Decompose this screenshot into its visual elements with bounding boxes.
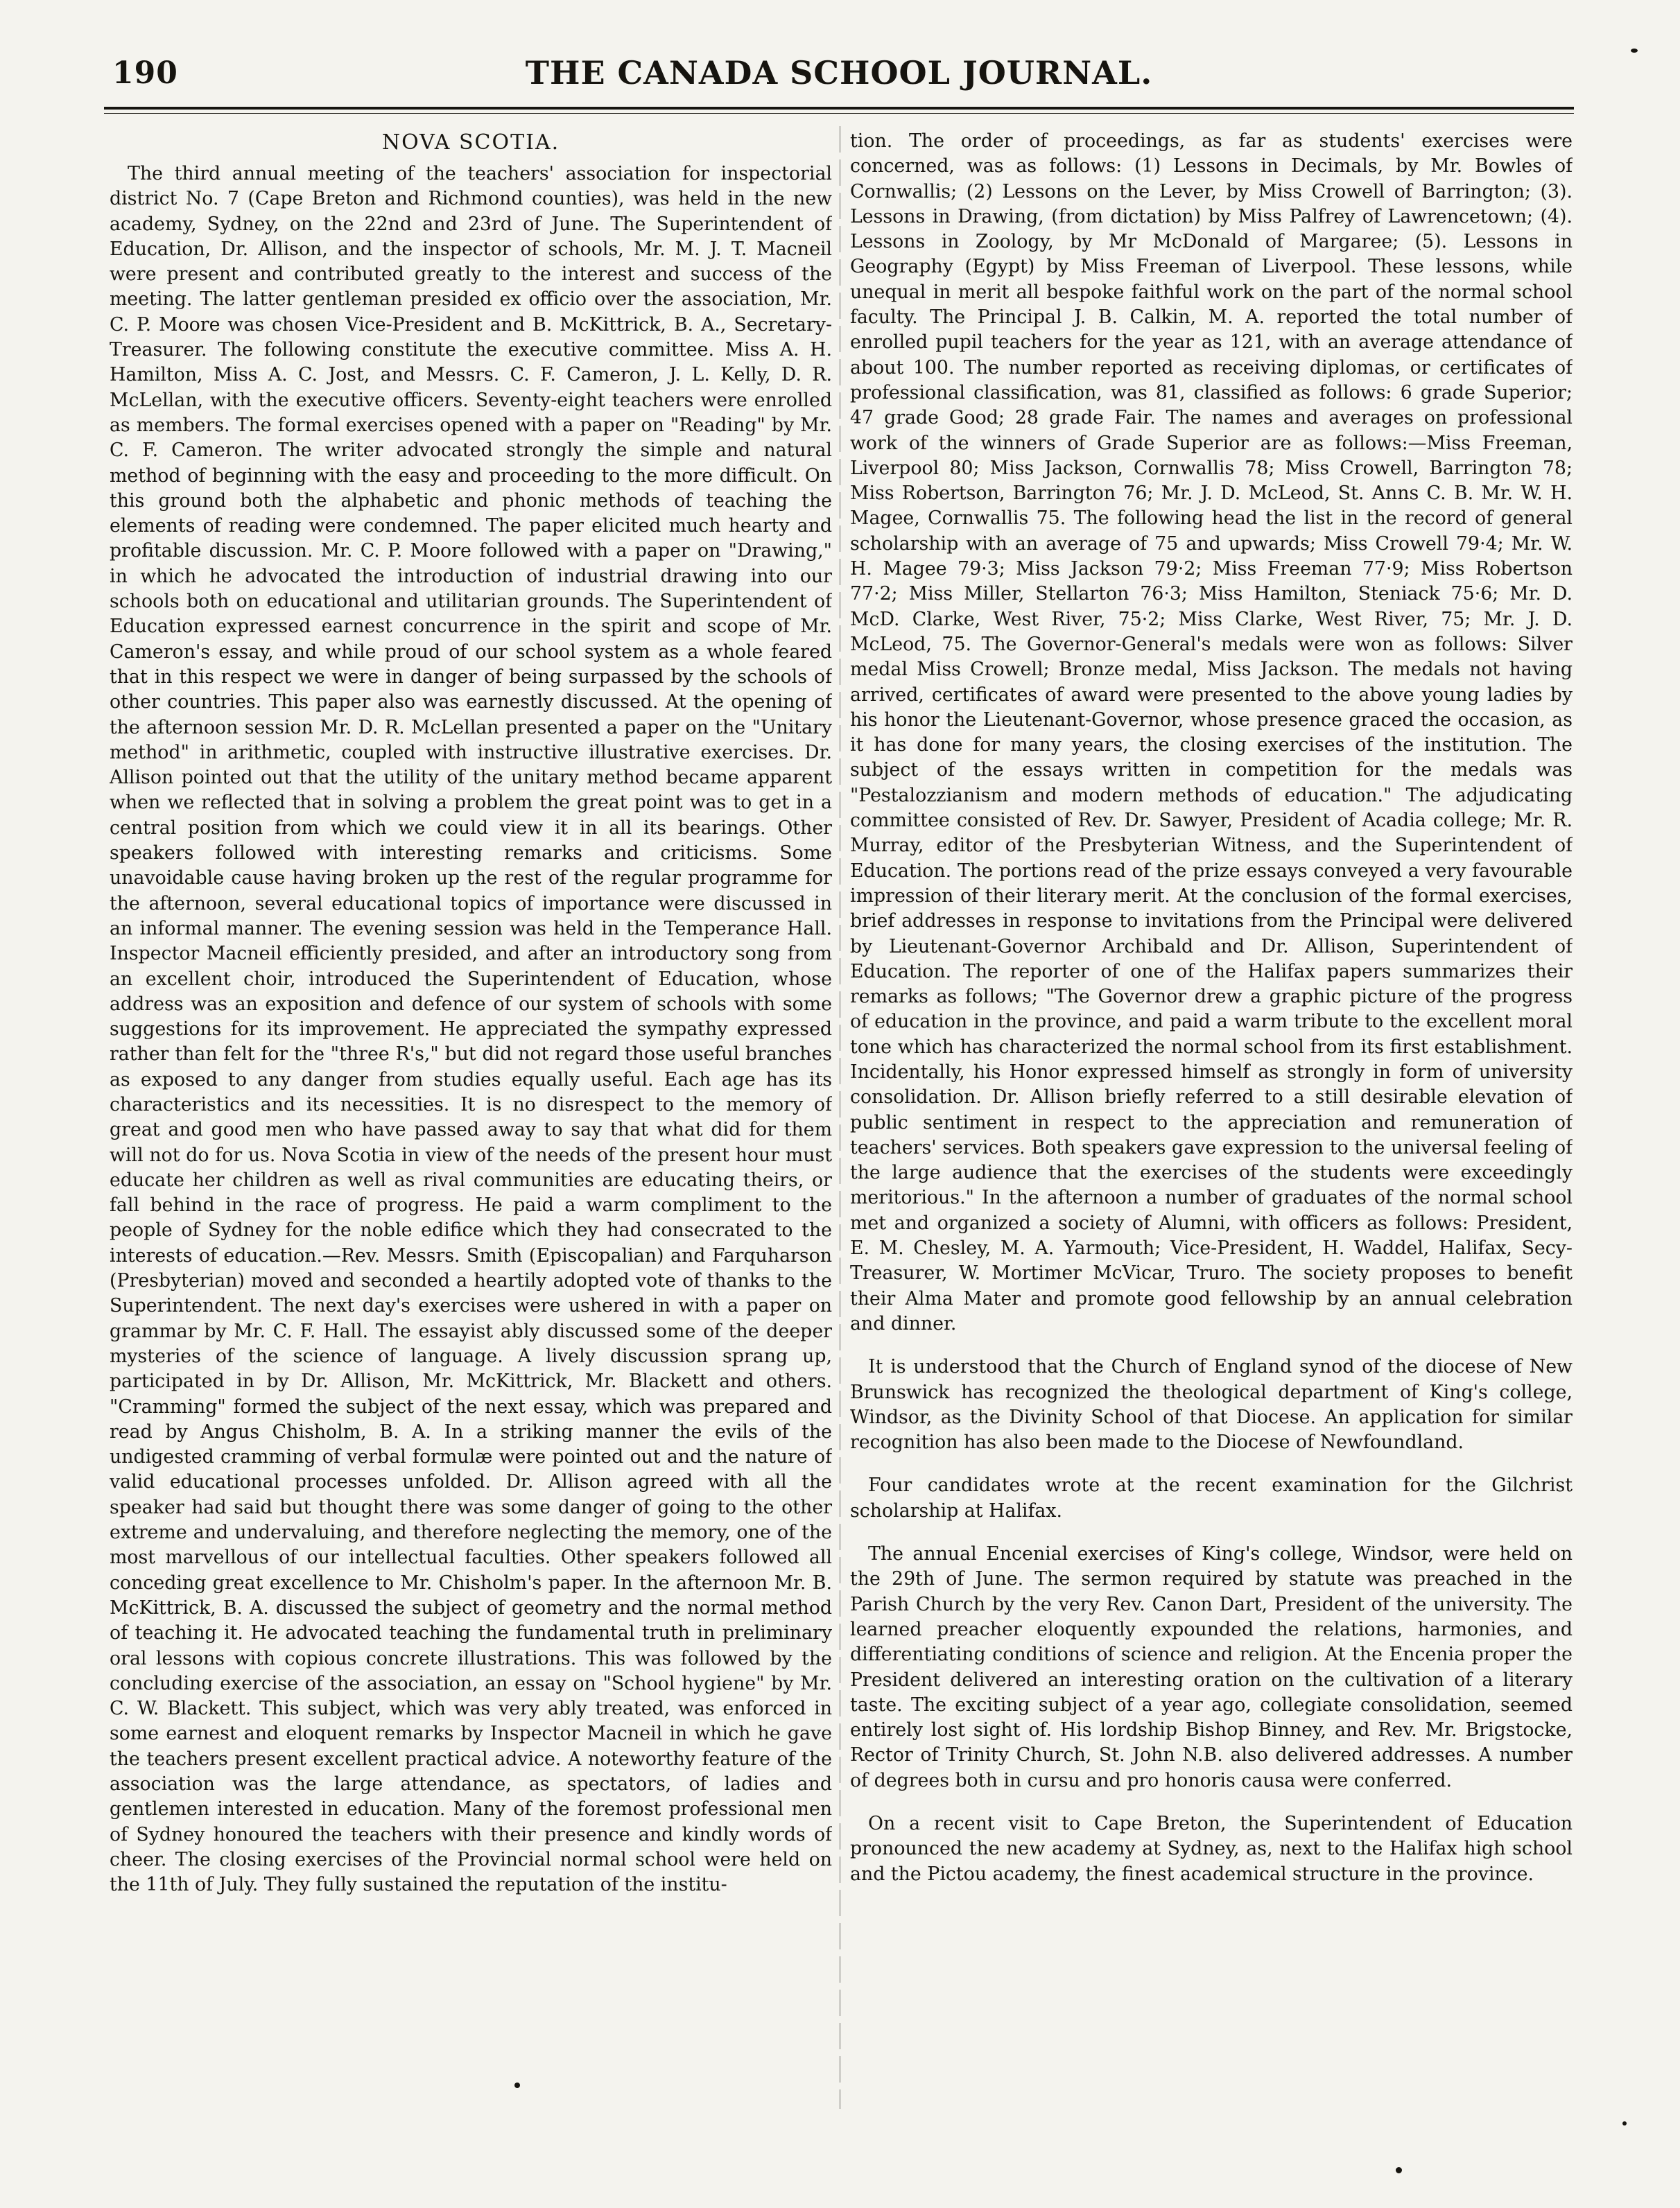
article-paragraph: The third annual meeting of the teachers' association for inspectorial district No. 7 (Cape Breton and Richmond counties), was held in the new academy, Sydney, on the 22nd and 23rd of June. The Superintendent of Education, Dr. Allison, and the inspector of schools, Mr. M. J. T. Macneil were present and contributed greatly to the interest and success of the meeting. The latter gentleman presided ex officio over the association, Mr. C. P. Moore was chosen Vice-President and B. McKittrick, B. A., Secretary-Treasurer. The following constitute the executive committee. Miss A. H. Hamilton, Miss A. C. Jost, and Messrs. C. F. Cameron, J. L. Kelly, D. R. McLellan, with the executive officers. Seventy-eight teachers were enrolled as members. The formal exercises opened with a paper on "Reading" by Mr. C. F. Cameron. The writer advocated strongly the simple and natural method of beginning with the easy and proceeding to the more difficult. On this ground both the alphabetic and phonic methods of teaching the elements of reading were condemned. The paper elicited much hearty and profitable discussion. Mr. C. P. Moore followed with a paper on "Drawing," in which he advocated the introduction of industrial drawing into our schools both on educational and utilitarian grounds. The Superintendent of Education expressed earnest concurrence in the spirit and scope of Mr. Cameron's essay, and while proud of our school system as a whole feared that in this respect we were in danger of being surpassed by the schools of other countries. This paper also was earnestly discussed. At the opening of the afternoon session Mr. D. R. McLellan presented a paper on the "Unitary method" in arithmetic, coupled with instructive illustrative exercises. Dr. Allison pointed out that the utility of the unitary method became apparent when we reflected that in solving a problem the great point was to get in a central position from which we could view it in all its bearings. Other speakers followed with interesting remarks and criticisms. Some unavoidable cause having broken up the rest of the regular programme for the afternoon, several educational topics of importance were discussed in an informal manner. The evening session was held in the Temperance Hall. Inspector Macneil efficiently presided, and after an introductory song from an excellent choir, introduced the Superintendent of Education, whose address was an exposition and defence of our system of schools with some suggestions for its improvement. He appreciated the sympathy expressed rather than felt for the "three R's," but did not regard those useful branches as exposed to any danger from studies equally useful. Each age has its characteristics and its necessities. It is no disrespect to the memory of great and good men who have passed away to say that what did for them will not do for us. Nova Scotia in view of the needs of the present hour must educate her children as well as rival communities are educating theirs, or fall behind in the race of progress. He paid a warm compliment to the people of Sydney for the noble edifice which they had consecrated to the interests of education.—Rev. Messrs. Smith (Episcopalian) and Farquharson (Presbyterian) moved and seconded a heartily adopted vote of thanks to the Superintendent. The next day's exercises were ushered in with a paper on grammar by Mr. C. F. Hall. The essayist ably discussed some of the deeper mysteries of the science of language. A lively discussion sprang up, participated in by Dr. Allison, Mr. McKittrick, Mr. Blackett and others. "Cramming" formed the subject of the next essay, which was prepared and read by Angus Chisholm, B. A. In a striking manner the evils of the undigested cramming of verbal formulæ were pointed out and the nature of valid educational processes unfolded. Dr. Allison agreed with all the speaker had said but thought there was some danger of going to the other extreme and undervaluing, and therefore neglecting the memory, one of the most marvellous of our intellectual faculties. Other speakers followed all conceding great excellence to Mr. Chisholm's paper. In the afternoon Mr. B. McKittrick, B. A. discussed the subject of geometry and the normal method of teaching it. He advocated teaching the fundamental truth in preliminary oral lessons with copious concrete illustrations. This was followed by the concluding exercise of the association, an essay on "School hygiene" by Mr. C. W. Blackett. This subject, which was very ably treated, was enforced in some earnest and eloquent remarks by Inspector Macneil in which he gave the teachers present excellent practical advice. A noteworthy feature of the association was the large attendance, as spectators, of ladies and gentlemen interested in education. Many of the foremost professional men of Sydney honoured the teachers with their presence and kindly words of cheer. The closing exercises of the Provincial normal school were held on the 11th of July. They fully sustained the reputation of the institu- (110, 163, 832, 1896)
ink-speck (1396, 2167, 1402, 2173)
header-rule-thin (104, 113, 1574, 114)
header-rule-thick (104, 107, 1574, 110)
journal-title: THE CANADA SCHOOL JOURNAL. (525, 54, 1153, 92)
news-item-church-of-england: It is understood that the Church of England synod of the diocese of New Brunswick has recognized the theological department of King's college, Windsor, as the Divinity School of that Diocese. An application for similar recognition has also been made to the Diocese of Newfoundland. (850, 1356, 1573, 1454)
ink-speck (1622, 2121, 1627, 2126)
news-item-encenial: The annual Encenial exercises of King's college, Windsor, were held on the 29th of June. The sermon required by statute was preached in the Parish Church by the very Rev. Canon Dart, President of the university. The learned preacher eloquently expounded the relations, harmonies, and differentiating conditions of science and religion. At the Encenia proper the President delivered an interesting oration on the cultivation of a literary taste. The exciting subject of a year ago, collegiate consolidation, seemed entirely lost sight of. His lordship Bishop Binney, and Rev. Mr. Brigstocke, Rector of Trinity Church, St. John N.B. also delivered addresses. A number of degrees both in cursu and pro honoris causa were conferred. (850, 1543, 1573, 1791)
news-item-gilchrist: Four candidates wrote at the recent examination for the Gilchrist scholarship at Halifax. (850, 1475, 1573, 1522)
ink-speck (1631, 49, 1638, 53)
page-number: 190 (112, 55, 178, 91)
left-column (110, 129, 832, 2132)
article-paragraph-continued: tion. The order of proceedings, as far as students' exercises were concerned, was as follows: (1) Lessons in Decimals, by Mr. Bowles of Cornwallis; (2) Lessons on the Lever, by Miss Crowell of Barrington; (3). Lessons in Drawing, (from dictation) by Miss Palfrey of Lawrencetown; (4). Lessons in Zoology, by Mr McDonald of Margaree; (5). Lessons in Geography (Egypt) by Miss Freeman of Liverpool. These lessons, while unequal in merit all bespoke faithful work on the part of the normal school faculty. The Principal J. B. Calkin, M. A. reported the total number of enrolled pupil teachers for the year as 121, with an average attendance of about 100. The number reported as receiving diplomas, or certificates of professional classification, was 81, classified as follows: 6 grade Superior; 47 grade Good; 28 grade Fair. The names and averages on professional work of the winners of Grade Superior are as follows:—Miss Freeman, Liverpool 80; Miss Jackson, Cornwallis 78; Miss Crowell, Barrington 78; Miss Robertson, Barrington 76; Mr. J. D. McLeod, St. Anns C. B. Mr. W. H. Magee, Cornwallis 75. The following head the list in the record of general scholarship with an average of 75 and upwards; Miss Crowell 79·4; Mr. W. H. Magee 79·3; Miss Jackson 79·2; Miss Freeman 77·9; Miss Robertson 77·2; Miss Miller, Stellarton 76·3; Miss Hamilton, Steniack 75·6; Mr. D. McD. Clarke, West River, 75·2; Miss Clarke, West River, 75; Mr. J. D. McLeod, 75. The Governor-General's medals were won as follows: Silver medal Miss Crowell; Bronze medal, Miss Jackson. The medals not having arrived, certificates of award were presented to the above young ladies by his honor the Lieutenant-Governor, whose presence graced the occasion, as it has done for many years, the closing exercises of the institution. The subject of the essays written in competition for the medals was "Pestalozzianism and modern methods of education." The adjudicating committee consisted of Rev. Dr. Sawyer, President of Acadia college; Mr. R. Murray, editor of the Presbyterian Witness, and the Superintendent of Education. The portions read of the prize essays conveyed a very favourable impression of their literary merit. At the conclusion of the formal exercises, brief addresses in response to invitations from the Principal were delivered by Lieutenant-Governor Archibald and Dr. Allison, Superintendent of Education. The reporter of one of the Halifax papers summarizes their remarks as follows; "The Governor drew a graphic picture of the progress of education in the province, and paid a warm tribute to the excellent moral tone which has characterized the normal school from its first establishment. Incidentally, his Honor expressed himself as strongly in form of university consolidation. Dr. Allison briefly referred to a still desirable elevation of public sentiment in respect to the appreciation and remuneration of teachers' services. Both speakers gave expression to the universal feeling of the large audience that the exercises of the students were exceedingly meritorious." In the afternoon a number of graduates of the normal school met and organized a society of Alumni, with officers as follows: President, E. M. Chesley, M. A. Yarmouth; Vice-President, H. Waddel, Halifax, Secy-Treasurer, W. Mortimer McVicar, Truro. The society proposes to benefit their Alma Mater and promote good fellowship by an annual celebration and dinner. (850, 130, 1573, 1335)
right-column (850, 129, 1573, 2132)
news-item-cape-breton: On a recent visit to Cape Breton, the Superintendent of Education pronounced the new academy at Sydney, as, next to the Halifax high school and the Pictou academy, the finest academical structure in the province. (850, 1813, 1573, 1885)
page-header (104, 47, 1574, 105)
section-heading-nova-scotia: NOVA SCOTIA. (381, 130, 560, 155)
ink-speck (514, 2083, 520, 2088)
